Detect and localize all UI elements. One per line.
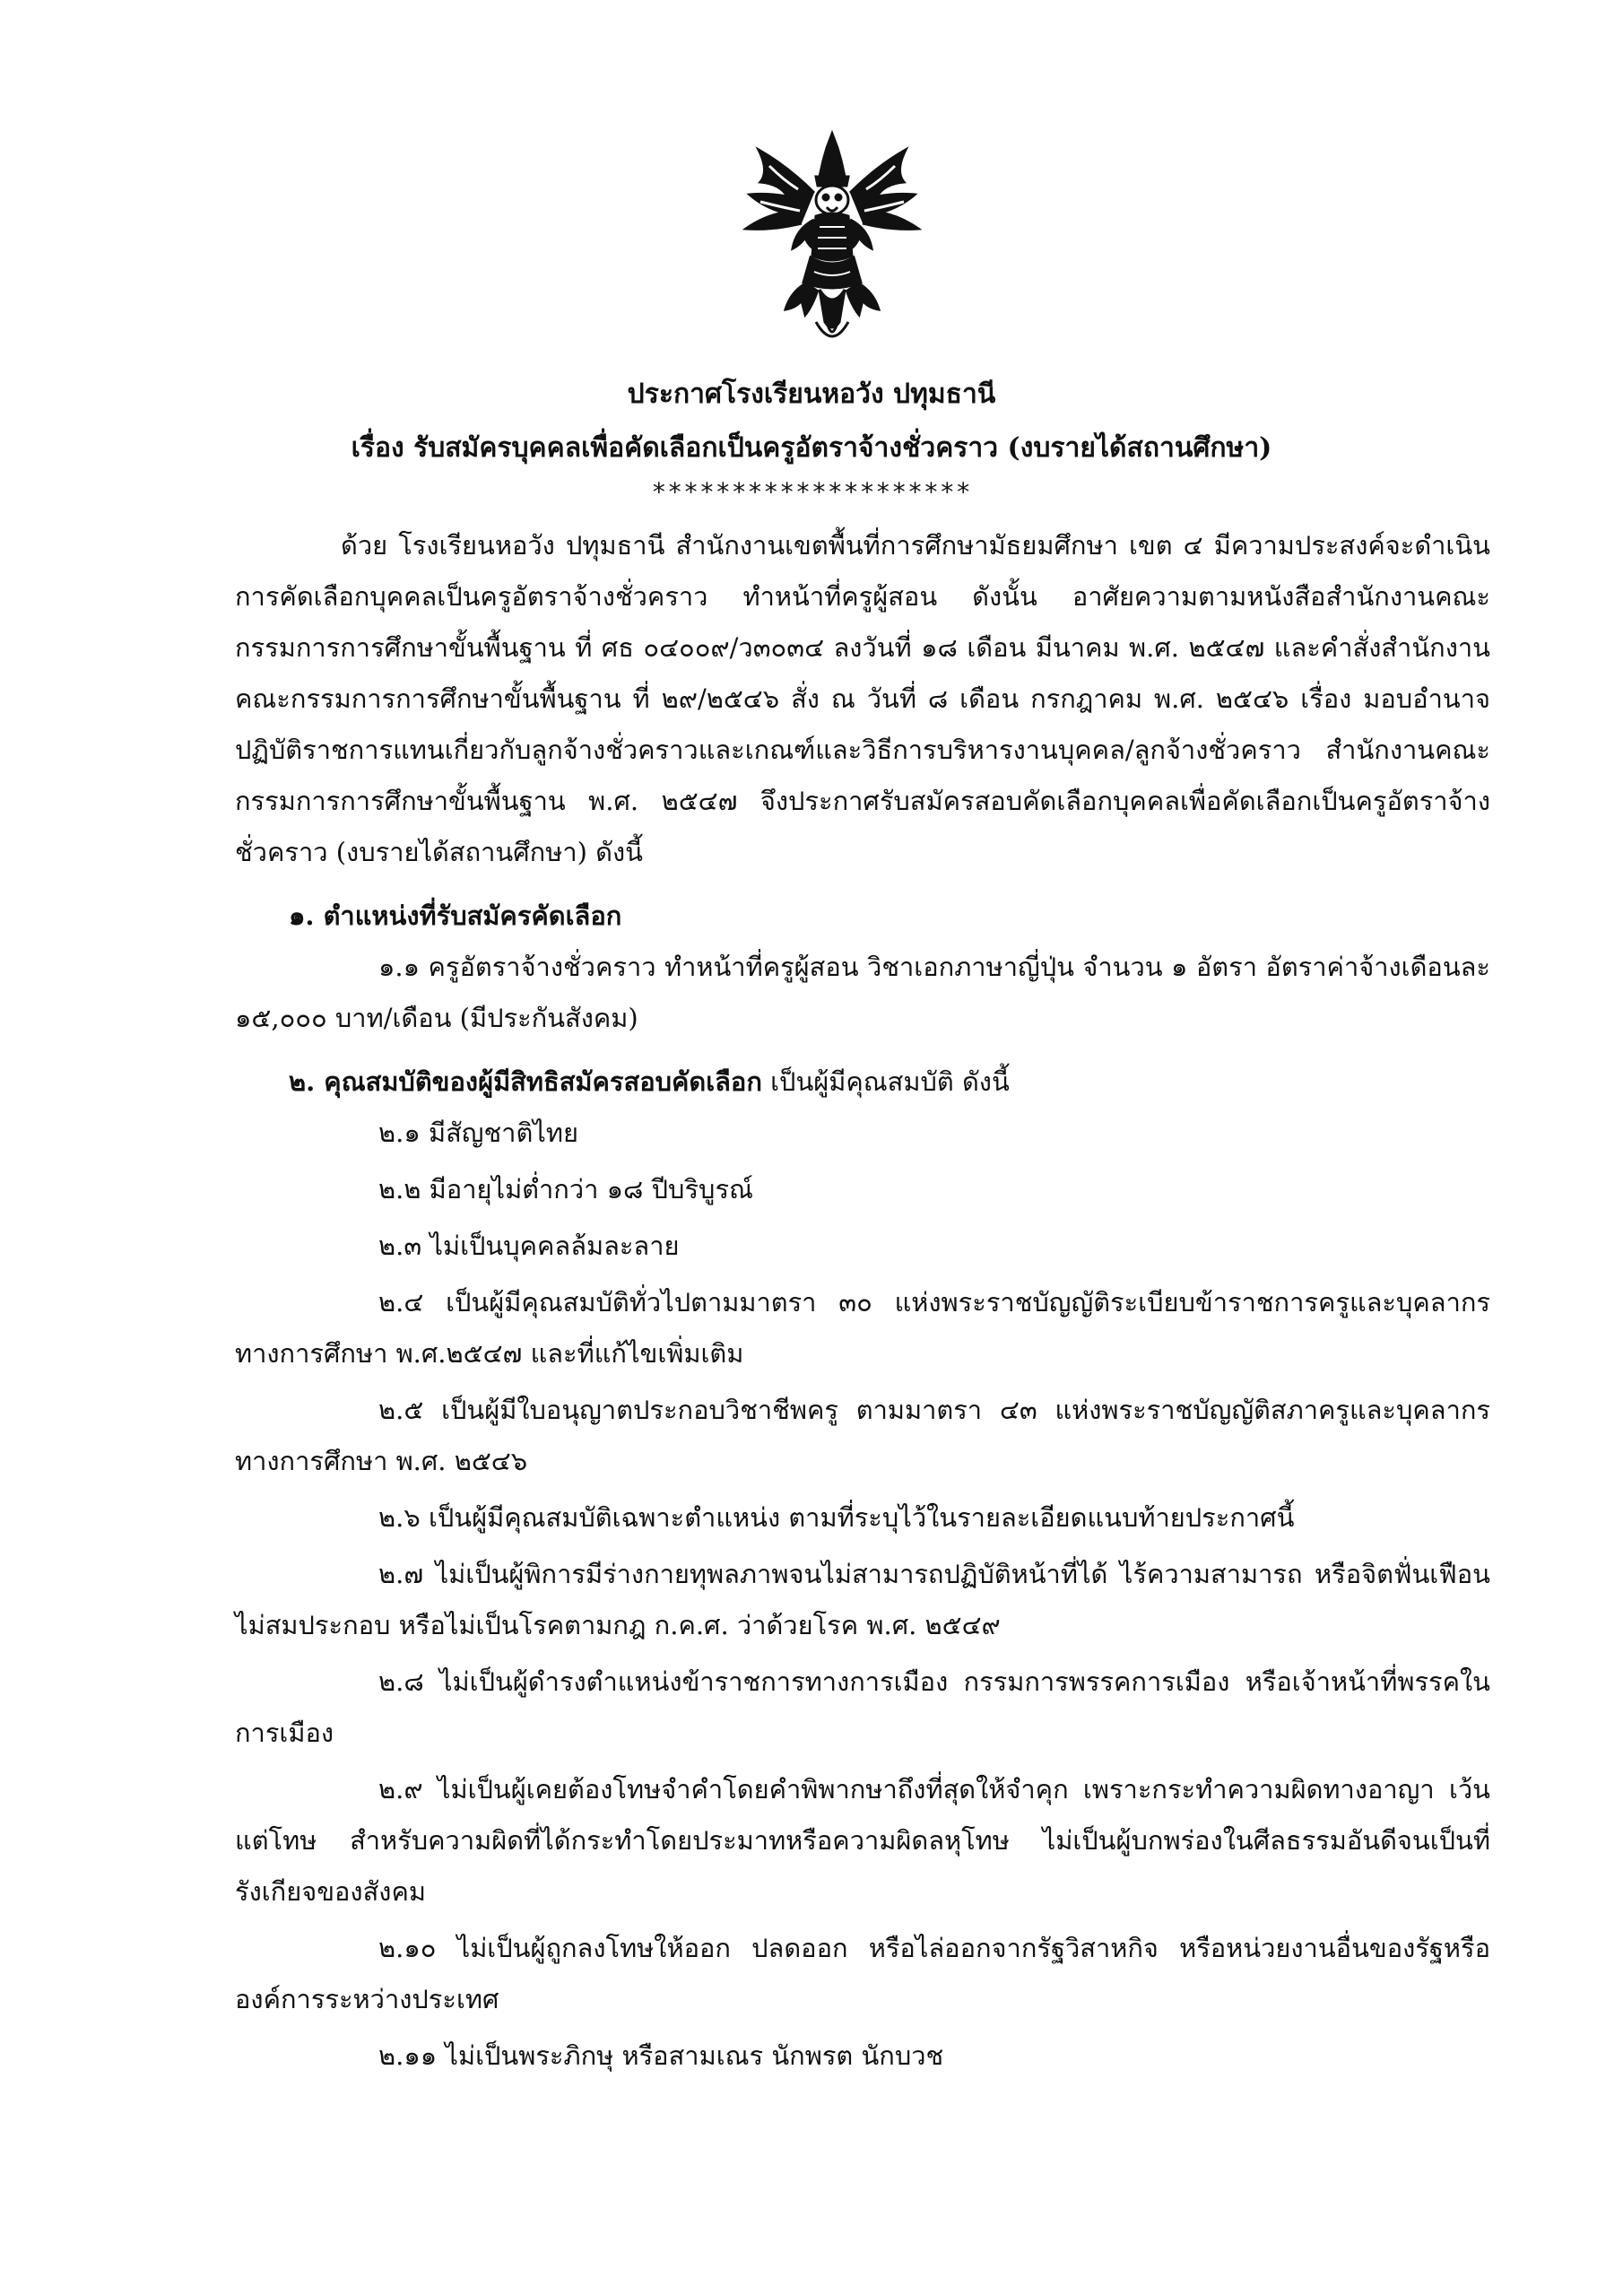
section-2-item: ๒.๕ เป็นผู้มีใบอนุญาตประกอบวิชาชีพครู ตามมาตรา ๔๓ แห่งพระราชบัญญัติสภาครูและบุคลากรทางการศึกษา พ.ศ. ๒๕๔๖: [235, 1395, 1490, 1476]
section-2-item: ๒.๒ มีอายุไม่ต่ำกว่า ๑๘ ปีบริบูรณ์: [378, 1174, 753, 1205]
section-2-item: ๒.๗ ไม่เป็นผู้พิการมีร่างกายทุพลภาพจนไม่สามารถปฏิบัติหน้าที่ได้ ไร้ความสามารถ หรือจิตฟั่นเฟือน ไม่สมประกอบ หรือไม่เป็นโรคตามกฎ ก.ค.ศ. ว่าด้วยโรค พ.ศ. ๒๕๔๙: [235, 1559, 1490, 1640]
section-2-heading-text: ๒. คุณสมบัติของผู้มีสิทธิสมัครสอบคัดเลือก: [289, 1066, 762, 1097]
section-2-item: ๒.๙ ไม่เป็นผู้เคยต้องโทษจำคำโดยคำพิพากษาถึงที่สุดให้จำคุก เพราะกระทำความผิดทางอาญา เว้นแต่โทษ สำหรับความผิดที่ได้กระทำโดยประมาทหรือความผิดลหุโทษ ไม่เป็นผู้บกพร่องในศีลธรรมอันดีจนเป็นที่รังเกียจของสังคม: [235, 1774, 1490, 1907]
section-2-heading-suffix: เป็นผู้มีคุณสมบัติ ดังนี้: [761, 1066, 1010, 1097]
section-2-heading: [235, 1057, 1490, 1108]
section-2-item: ๒.๓ ไม่เป็นบุคคลล้มละลาย: [378, 1231, 680, 1261]
section-2-item: ๒.๑๑ ไม่เป็นพระภิกษุ หรือสามเณร นักพรต นักบวช: [378, 2040, 944, 2071]
garuda-emblem-icon: [733, 130, 931, 354]
document-subject: เรื่อง รับสมัครบุคคลเพื่อคัดเลือกเป็นครูอัตราจ้างชั่วคราว (งบรายได้สถานศึกษา): [351, 432, 1272, 464]
separator-line: ********************: [651, 477, 972, 507]
section-2-item: ๒.๘ ไม่เป็นผู้ดำรงตำแหน่งข้าราชการทางการเมือง กรรมการพรรคการเมือง หรือเจ้าหน้าที่พรรคในการเมือง: [235, 1666, 1490, 1748]
document-body: [235, 520, 1490, 2082]
section-2-item: ๒.๑๐ ไม่เป็นผู้ถูกลงโทษให้ออก ปลดออก หรือไล่ออกจากรัฐวิสาหกิจ หรือหน่วยงานอื่นของรัฐหรือองค์การระหว่างประเทศ: [235, 1933, 1490, 2014]
section-2-item: ๒.๖ เป็นผู้มีคุณสมบัติเฉพาะตำแหน่ง ตามที่ระบุไว้ในรายละเอียดแนบท้ายประกาศนี้: [378, 1502, 1295, 1533]
section-2-item: ๒.๔ เป็นผู้มีคุณสมบัติทั่วไปตามมาตรา ๓๐ แห่งพระราชบัญญัติระเบียบข้าราชการครูและบุคลากรทางการศึกษา พ.ศ.๒๕๔๗ และที่แก้ไขเพิ่มเติม: [235, 1287, 1490, 1369]
section-1-item: ๑.๑ ครูอัตราจ้างชั่วคราว ทำหน้าที่ครูผู้สอน วิชาเอกภาษาญี่ปุ่น จำนวน ๑ อัตรา อัตราค่าจ้างเดือนละ ๑๕,๐๐๐ บาท/เดือน (มีประกันสังคม): [235, 952, 1490, 1033]
section-1-heading: [235, 891, 1490, 942]
section-1-heading-text: ๑. ตำแหน่งที่รับสมัครคัดเลือก: [289, 900, 622, 931]
intro-paragraph: ด้วย โรงเรียนหอวัง ปทุมธานี สำนักงานเขตพื้นที่การศึกษามัธยมศึกษา เขต ๔ มีความประสงค์จะดำเนินการคัดเลือกบุคคลเป็นครูอัตราจ้างชั่วคราว ทำหน้าที่ครูผู้สอน ดังนั้น อาศัยความตามหนังสือสำนักงานคณะกรรมการการศึกษาขั้นพื้นฐาน ที่ ศธ ๐๔๐๐๙/ว๓๐๓๔ ลงวันที่ ๑๘ เดือน มีนาคม พ.ศ. ๒๕๔๗ และคำสั่งสำนักงานคณะกรรมการการศึกษาขั้นพื้นฐาน ที่ ๒๙/๒๕๔๖ สั่ง ณ วันที่ ๘ เดือน กรกฎาคม พ.ศ. ๒๕๔๖ เรื่อง มอบอำนาจปฏิบัติราชการแทนเกี่ยวกับลูกจ้างชั่วคราวและเกณฑ์และวิธีการบริหารงานบุคคล/ลูกจ้างชั่วคราว สำนักงานคณะกรรมการการศึกษาขั้นพื้นฐาน พ.ศ. ๒๕๔๗ จึงประกาศรับสมัครสอบคัดเลือกบุคคลเพื่อคัดเลือกเป็นครูอัตราจ้างชั่วคราว (งบรายได้สถานศึกษา) ดังนี้: [235, 530, 1490, 867]
document-title: ประกาศโรงเรียนหอวัง ปทุมธานี: [627, 378, 996, 410]
section-2-item: ๒.๑ มีสัญชาติไทย: [378, 1118, 578, 1148]
